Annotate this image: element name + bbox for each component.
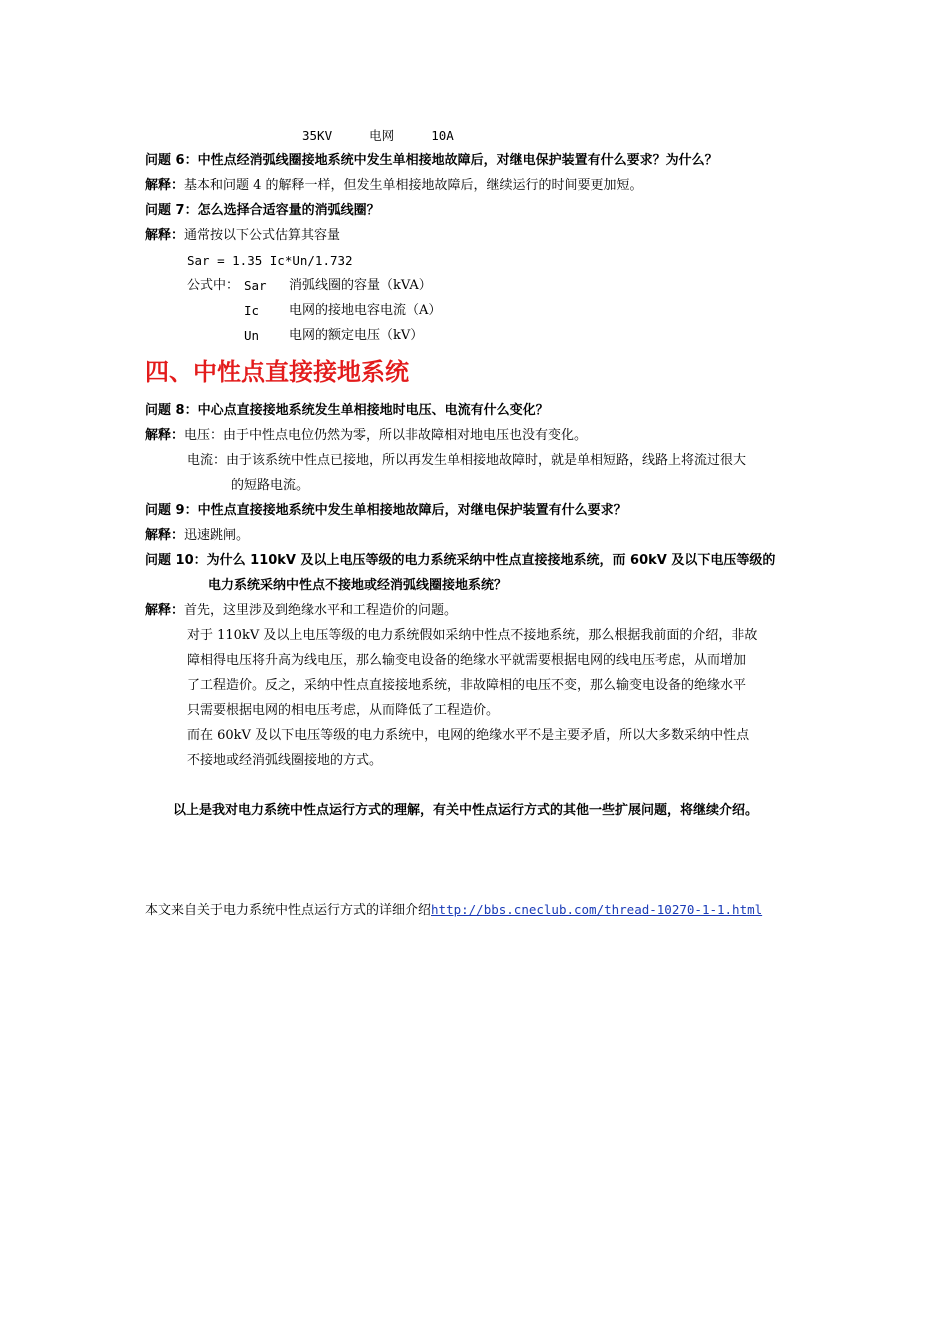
- paragraph-line: 不接地或经消弧线圈接地的方式。: [187, 753, 383, 768]
- paragraph-line: 对于 110kV 及以上电压等级的电力系统假如采纳中性点不接地系统，那么根据我前面的介绍，非故: [187, 628, 758, 643]
- answer-9: [145, 527, 249, 545]
- question-10: 问题 10：为什么 110kV 及以上电压等级的电力系统采纳中性点直接接地系统，而 60kV 及以下电压等级的: [145, 553, 776, 568]
- answer-text: 迅速跳闸。: [184, 528, 250, 543]
- var-description: 电网的接地电容电流（A）: [289, 303, 442, 318]
- answer-6: [145, 177, 643, 195]
- answer-current: 电流：由于该系统中性点已接地，所以再发生单相接地故障时，就是单相短路，线路上将流过很大: [187, 453, 747, 468]
- answer-8: [145, 427, 587, 445]
- paragraph-line: 了工程造价。反之，采纳中性点直接接地系统，非故障相的电压不变，那么输变电设备的绝缘水平: [187, 678, 747, 693]
- answer-10: [145, 602, 457, 620]
- paragraph-line: 障相得电压将升高为线电压，那么输变电设备的绝缘水平就需要根据电网的线电压考虑，从而增加: [187, 653, 747, 668]
- formula-intro: 公式中：: [187, 278, 240, 293]
- answer-label: 解释：: [145, 228, 185, 243]
- source-line: [145, 901, 762, 920]
- source-prefix: 本文来自关于电力系统中性点运行方式的详细介绍: [145, 903, 432, 918]
- answer-voltage: 电压：由于中性点电位仍然为零，所以非故障相对地电压也没有变化。: [184, 428, 588, 443]
- answer-label: 解释：: [145, 528, 185, 543]
- question-9: 问题 9：中性点直接接地系统中发生单相接地故障后，对继电保护装置有什么要求？: [145, 503, 627, 518]
- question-8: 问题 8：中心点直接接地系统发生单相接地时电压、电流有什么变化？: [145, 403, 549, 418]
- var-symbol: Un: [244, 328, 260, 343]
- answer-text: 通常按以下公式估算其容量: [184, 228, 341, 243]
- paragraph-line: 而在 60kV 及以下电压等级的电力系统中，电网的绝缘水平不是主要矛盾，所以大多数采纳中性点: [187, 728, 750, 743]
- answer-current-cont: 的短路电流。: [231, 478, 310, 493]
- answer-text: 首先，这里涉及到绝缘水平和工程造价的问题。: [184, 603, 458, 618]
- var-description: 消弧线圈的容量（kVA）: [289, 278, 432, 293]
- answer-label: 解释：: [145, 428, 185, 443]
- paragraph-line: 只需要根据电网的相电压考虑，从而降低了工程造价。: [187, 703, 500, 718]
- answer-7: [145, 227, 340, 245]
- answer-label: 解释：: [145, 603, 185, 618]
- var-symbol: Sar: [244, 278, 267, 293]
- summary: 以上是我对电力系统中性点运行方式的理解，有关中性点运行方式的其他一些扩展问题，将继续介绍。: [173, 803, 759, 818]
- var-description: 电网的额定电压（kV）: [289, 328, 424, 343]
- formula-var-row: [187, 277, 239, 295]
- type-cell: 电网: [369, 128, 395, 143]
- section-heading: 四、中性点直接接地系统: [145, 358, 409, 386]
- question-7: 问题 7：怎么选择合适容量的消弧线圈？: [145, 203, 380, 218]
- formula: Sar = 1.35 Ic*Un/1.732: [187, 253, 353, 268]
- voltage-cell: 35KV: [302, 128, 333, 143]
- source-link[interactable]: http://bbs.cneclub.com/thread-10270-1-1.html: [431, 902, 763, 917]
- current-cell: 10A: [431, 128, 454, 143]
- question-6: 问题 6：中性点经消弧线圈接地系统中发生单相接地故障后，对继电保护装置有什么要求？为什么？: [145, 153, 718, 168]
- answer-text: 基本和问题 4 的解释一样，但发生单相接地故障后，继续运行的时间要更加短。: [184, 178, 643, 193]
- table-row: [302, 127, 454, 145]
- answer-label: 解释：: [145, 178, 185, 193]
- var-symbol: Ic: [244, 303, 260, 318]
- question-10-cont: 电力系统采纳中性点不接地或经消弧线圈接地系统？: [208, 578, 508, 593]
